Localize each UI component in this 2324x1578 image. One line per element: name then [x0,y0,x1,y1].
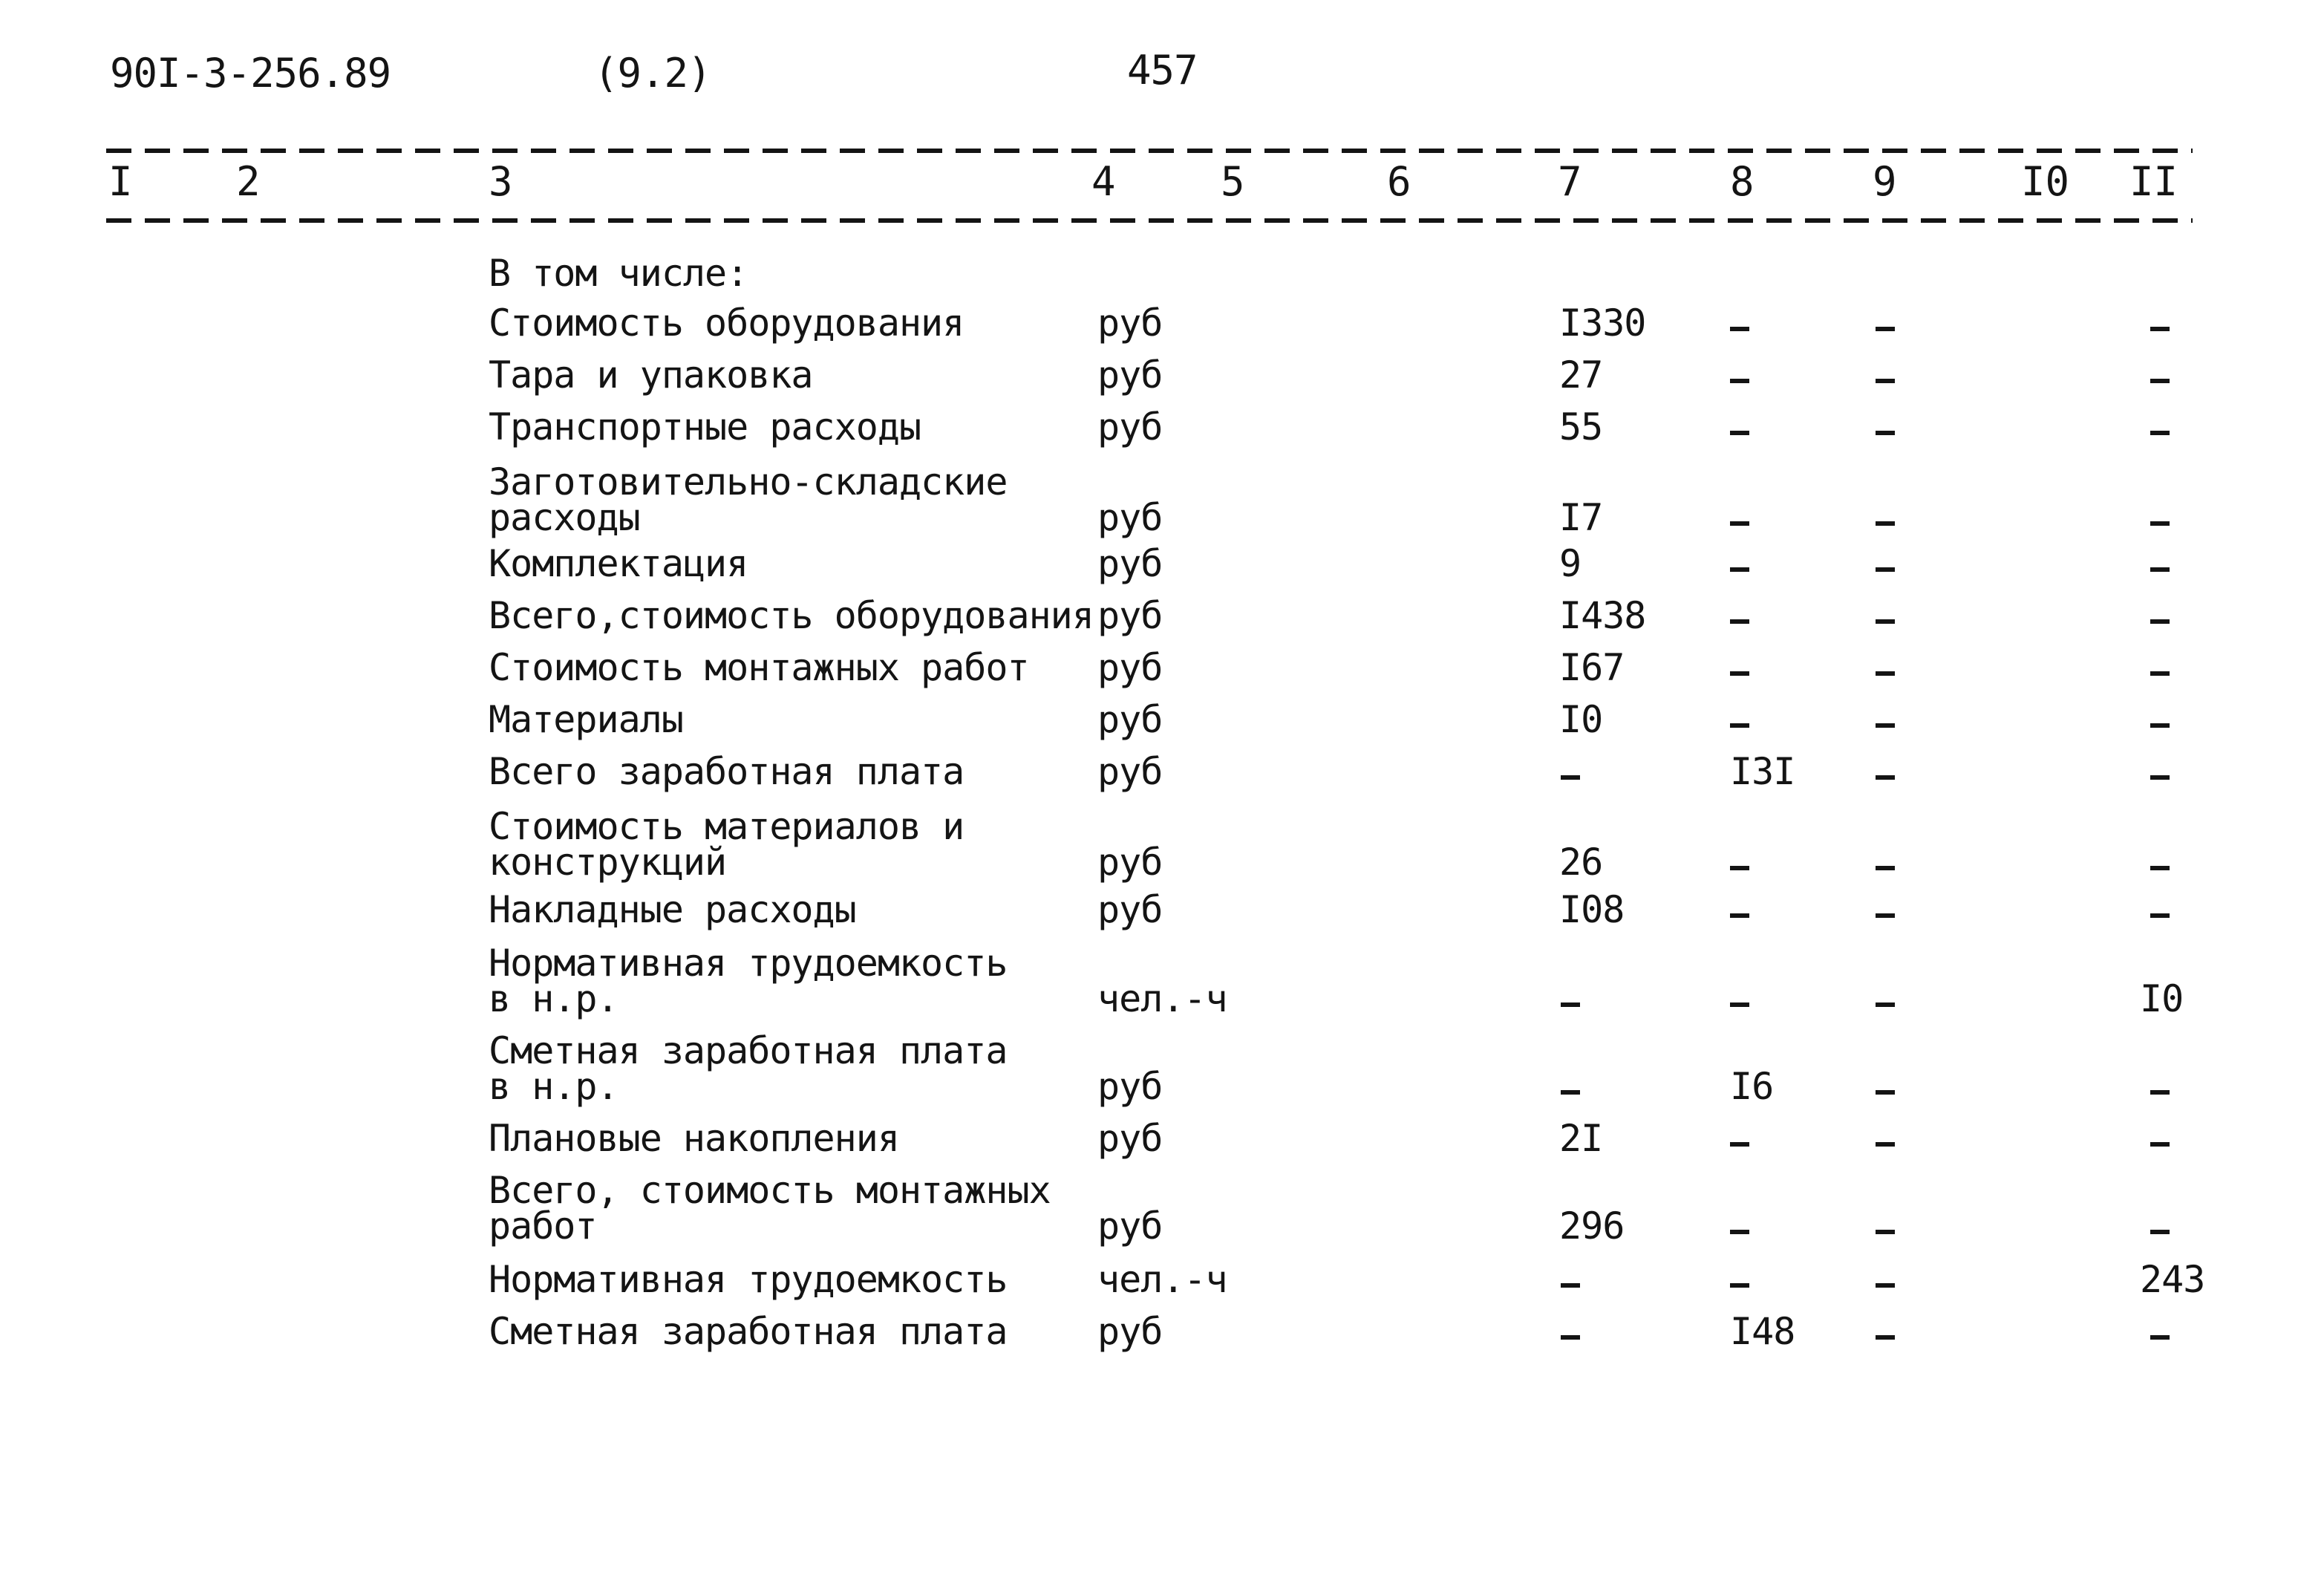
empty-cell-dash [1561,1071,1580,1108]
row-label: Сметная заработная плата [489,1310,1008,1353]
value-cell-col7: I330 [1559,301,1646,345]
value-cell-col7: 26 [1559,841,1603,884]
empty-cell-dash [1876,1071,1895,1108]
dash-mark [2150,619,2170,624]
unit-cell: руб [1097,542,1163,585]
value-cell-col8: I3I [1730,750,1795,793]
unit-cell: руб [1097,301,1163,345]
header-rule-top [106,149,2193,153]
unit-cell: руб [1097,698,1163,741]
value-cell-col7: I438 [1559,594,1646,637]
document-code: 90I-3-256.89 [110,50,391,97]
unit-cell: руб [1097,1310,1163,1353]
dash-mark [1876,431,1895,435]
dash-mark [1730,379,1749,383]
value-cell-col7: 2I [1559,1117,1603,1160]
dash-mark [1730,671,1749,676]
unit-cell: руб [1097,1204,1163,1248]
dash-mark [1561,1283,1580,1288]
empty-cell-dash [2150,894,2170,931]
row-label: Всего,стоимость оборудования [489,594,1094,637]
value-cell-col8: I6 [1730,1065,1774,1108]
empty-cell-dash [1876,1264,1895,1301]
row-label: Сметная заработная плата [489,1029,1008,1072]
empty-cell-dash [1561,756,1580,793]
dash-mark [2150,1142,2170,1147]
unit-cell: руб [1097,750,1163,793]
row-label: Всего заработная плата [489,750,964,793]
row-label: Стоимость монтажных работ [489,646,1029,689]
unit-cell: руб [1097,496,1163,539]
empty-cell-dash [1876,1316,1895,1353]
empty-cell-dash [1876,756,1895,793]
dash-mark [1730,567,1749,572]
empty-cell-dash [1876,652,1895,689]
dash-mark [1730,1230,1749,1234]
value-cell-col7: 296 [1559,1204,1625,1248]
empty-cell-dash [1561,1264,1580,1301]
dash-mark [2150,327,2170,331]
dash-mark [1730,1002,1749,1007]
dash-mark [1730,431,1749,435]
dash-mark [1876,866,1895,870]
dash-mark [2150,1230,2170,1234]
empty-cell-dash [1730,847,1749,884]
dash-mark [1730,1283,1749,1288]
dash-mark [2150,913,2170,918]
dash-mark [1876,723,1895,728]
column-header: 3 [489,158,513,205]
row-label: Всего, стоимость монтажных [489,1169,1051,1212]
value-cell-col11: 243 [2140,1258,2205,1301]
empty-cell-dash [2150,411,2170,449]
dash-mark [1876,1142,1895,1147]
unit-cell: руб [1097,888,1163,931]
value-cell-col7: 9 [1559,542,1582,585]
unit-cell: чел.-ч [1097,977,1227,1020]
dash-mark [2150,521,2170,526]
value-cell-col7: I7 [1559,496,1603,539]
empty-cell-dash [2150,1123,2170,1160]
empty-cell-dash [2150,1316,2170,1353]
dash-mark [1561,1002,1580,1007]
empty-cell-dash [1730,548,1749,585]
dash-mark [2150,671,2170,676]
row-label: Накладные расходы [489,888,856,931]
dash-mark [1730,866,1749,870]
unit-cell: чел.-ч [1097,1258,1227,1301]
empty-cell-dash [1876,502,1895,539]
row-label: Стоимость материалов и [489,805,964,848]
dash-mark [2150,431,2170,435]
row-label: работ [489,1204,597,1248]
empty-cell-dash [1876,847,1895,884]
intro-text: В том числе: [489,252,748,295]
dash-mark [1876,1090,1895,1095]
empty-cell-dash [1730,983,1749,1020]
row-label: расходы [489,496,640,539]
value-cell-col7: I0 [1559,698,1603,741]
dash-mark [1561,775,1580,780]
dash-mark [1876,619,1895,624]
empty-cell-dash [2150,1210,2170,1248]
empty-cell-dash [1730,704,1749,741]
empty-cell-dash [2150,756,2170,793]
empty-cell-dash [1876,548,1895,585]
empty-cell-dash [2150,600,2170,637]
unit-cell: руб [1097,646,1163,689]
dash-mark [2150,723,2170,728]
empty-cell-dash [1730,502,1749,539]
dash-mark [1730,723,1749,728]
row-label: в н.р. [489,1065,618,1108]
dash-mark [2150,775,2170,780]
row-label: Нормативная трудоемкость [489,942,1008,985]
empty-cell-dash [1730,411,1749,449]
column-header: I [108,158,133,205]
row-label: Транспортные расходы [489,405,921,449]
value-cell-col7: I67 [1559,646,1625,689]
section-number: (9.2) [594,50,711,97]
empty-cell-dash [2150,502,2170,539]
empty-cell-dash [1876,307,1895,345]
empty-cell-dash [1561,983,1580,1020]
empty-cell-dash [1876,600,1895,637]
row-label: Комплектация [489,542,748,585]
dash-mark [1876,327,1895,331]
value-cell-col11: I0 [2140,977,2184,1020]
dash-mark [2150,567,2170,572]
empty-cell-dash [1730,307,1749,345]
dash-mark [1876,1283,1895,1288]
dash-mark [1730,619,1749,624]
dash-mark [1876,1335,1895,1340]
column-header: 8 [1730,158,1755,205]
column-header: 4 [1091,158,1116,205]
column-header: 6 [1387,158,1411,205]
dash-mark [1876,913,1895,918]
dash-mark [1876,1230,1895,1234]
dash-mark [1876,775,1895,780]
dash-mark [1730,1142,1749,1147]
dash-mark [1876,1002,1895,1007]
empty-cell-dash [2150,704,2170,741]
empty-cell-dash [1876,1210,1895,1248]
unit-cell: руб [1097,353,1163,397]
empty-cell-dash [1730,1210,1749,1248]
unit-cell: руб [1097,405,1163,449]
column-header: 2 [236,158,261,205]
dash-mark [1876,567,1895,572]
unit-cell: руб [1097,1065,1163,1108]
header-rule-bottom [106,218,2193,223]
empty-cell-dash [2150,847,2170,884]
empty-cell-dash [1876,411,1895,449]
empty-cell-dash [1876,894,1895,931]
row-label: Материалы [489,698,683,741]
page-number: 457 [1127,47,1198,94]
column-header: II [2129,158,2178,205]
row-label: Стоимость оборудования [489,301,964,345]
empty-cell-dash [1876,983,1895,1020]
empty-cell-dash [2150,359,2170,397]
column-header: 9 [1873,158,1897,205]
row-label: Заготовительно-складские [489,460,1008,503]
dash-mark [1730,913,1749,918]
column-header: I0 [2021,158,2070,205]
value-cell-col7: I08 [1559,888,1625,931]
empty-cell-dash [2150,307,2170,345]
row-label: конструкций [489,841,727,884]
row-label: Плановые накопления [489,1117,899,1160]
empty-cell-dash [1876,1123,1895,1160]
empty-cell-dash [1730,652,1749,689]
dash-mark [1561,1335,1580,1340]
empty-cell-dash [1730,894,1749,931]
value-cell-col7: 27 [1559,353,1603,397]
empty-cell-dash [1561,1316,1580,1353]
row-label: Тара и упаковка [489,353,813,397]
dash-mark [1561,1090,1580,1095]
empty-cell-dash [1730,359,1749,397]
dash-mark [2150,866,2170,870]
value-cell-col8: I48 [1730,1310,1795,1353]
dash-mark [1730,327,1749,331]
empty-cell-dash [1730,600,1749,637]
dash-mark [1876,521,1895,526]
dash-mark [1876,379,1895,383]
column-header: 5 [1221,158,1245,205]
unit-cell: руб [1097,1117,1163,1160]
empty-cell-dash [2150,548,2170,585]
empty-cell-dash [2150,1071,2170,1108]
dash-mark [2150,379,2170,383]
row-label: Нормативная трудоемкость [489,1258,1008,1301]
empty-cell-dash [1876,359,1895,397]
unit-cell: руб [1097,594,1163,637]
row-label: в н.р. [489,977,618,1020]
empty-cell-dash [2150,652,2170,689]
empty-cell-dash [1730,1123,1749,1160]
unit-cell: руб [1097,841,1163,884]
dash-mark [2150,1090,2170,1095]
empty-cell-dash [1876,704,1895,741]
value-cell-col7: 55 [1559,405,1603,449]
column-header: 7 [1558,158,1582,205]
dash-mark [1876,671,1895,676]
empty-cell-dash [1730,1264,1749,1301]
dash-mark [2150,1335,2170,1340]
dash-mark [1730,521,1749,526]
